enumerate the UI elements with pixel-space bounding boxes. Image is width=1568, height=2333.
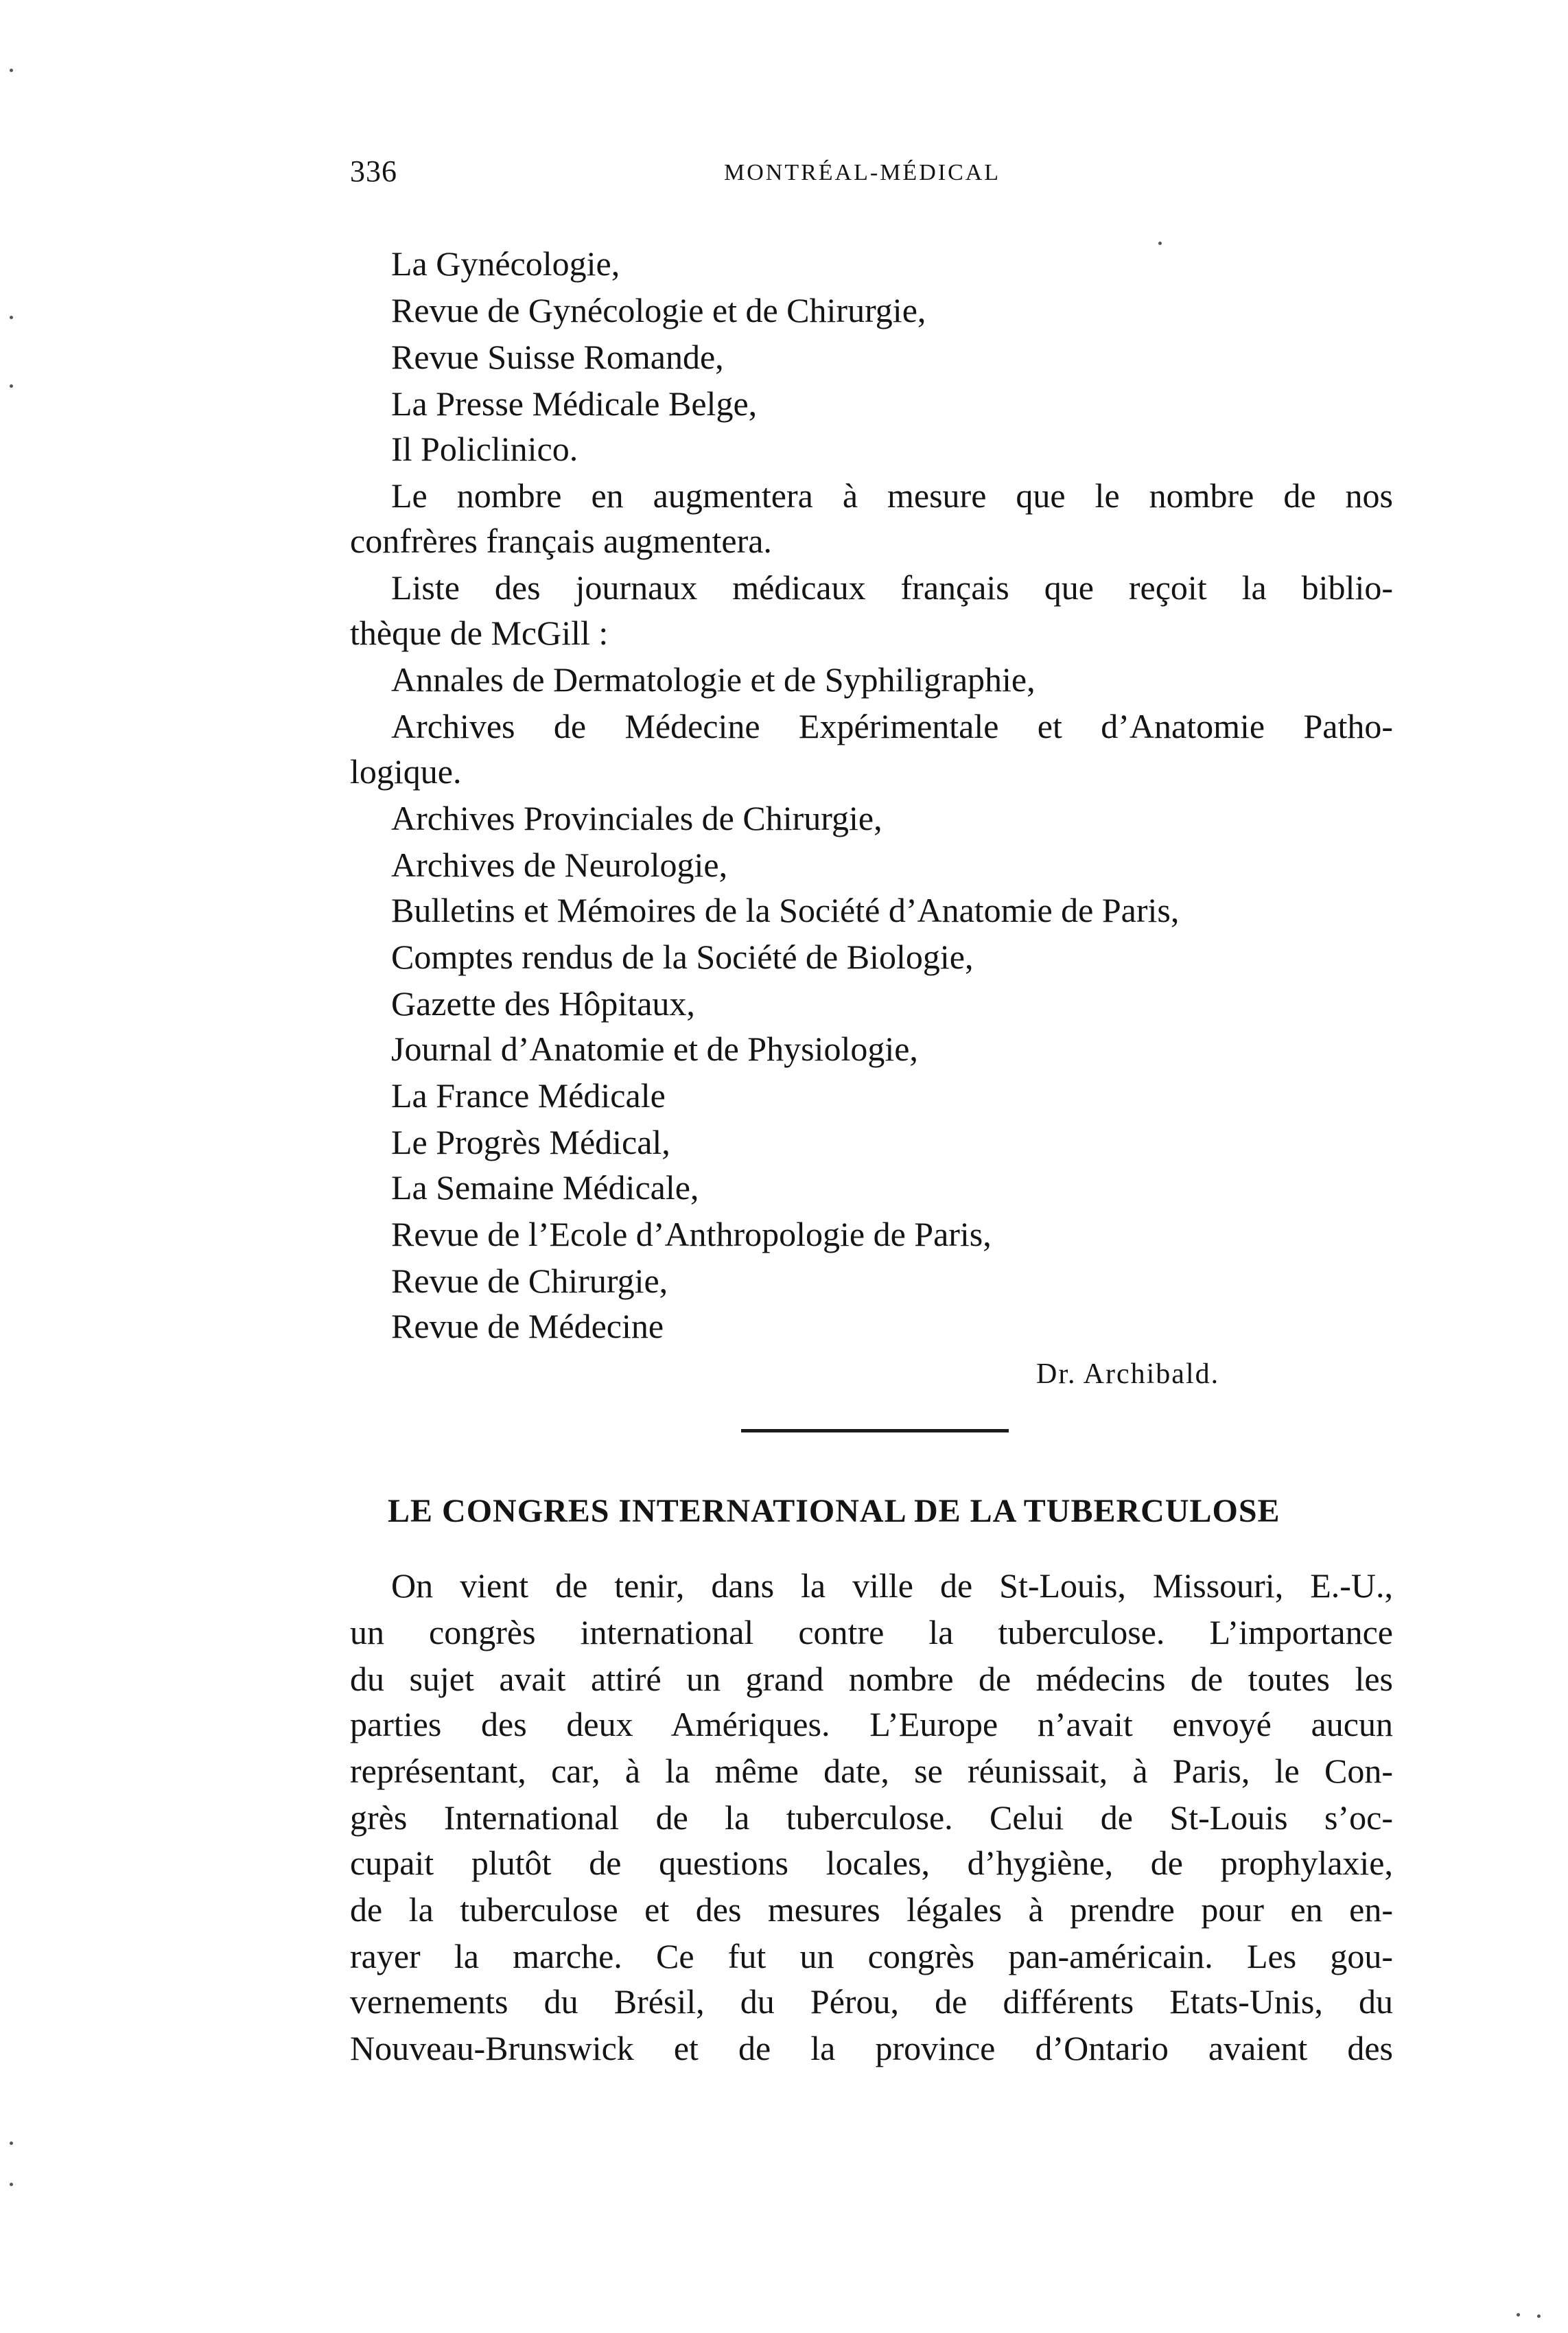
journal-item: Le Progrès Médical, — [391, 1123, 670, 1161]
article-line: grès International de la tuberculose. Celui de St-Louis s’oc- — [350, 1798, 1393, 1837]
scan-speck — [10, 69, 13, 72]
article-line: du sujet avait attiré un grand nombre de médecins de toutes les — [350, 1660, 1393, 1698]
journal-item: Archives de Médecine Expérimentale et d’Anatomie Patho- — [391, 707, 1393, 745]
journal-item: La France Médicale — [391, 1076, 666, 1115]
scan-speck — [10, 2142, 13, 2145]
journal-item: Archives de Neurologie, — [391, 846, 728, 884]
journal-item-continued: logique. — [350, 752, 462, 791]
journal-item: Revue de Médecine — [391, 1307, 664, 1345]
article-line: représentant, car, à la même date, se réunissait, à Paris, le Con- — [350, 1752, 1393, 1790]
journal-item: Revue de Chirurgie, — [391, 1262, 668, 1300]
page-header — [350, 143, 1393, 198]
journal-item: Revue de l’Ecole d’Anthropologie de Paris, — [391, 1215, 992, 1253]
section-divider — [741, 1429, 1009, 1432]
article-line: rayer la marche. Ce fut un congrès pan-américain. Les gou- — [350, 1937, 1393, 1975]
list-item: La Presse Médicale Belge, — [391, 384, 758, 423]
journal-item: Archives Provinciales de Chirurgie, — [391, 799, 882, 837]
article-line: de la tuberculose et des mesures légales à prendre pour en en- — [350, 1890, 1393, 1929]
list-item: La Gynécologie, — [391, 244, 620, 283]
journal-item: La Semaine Médicale, — [391, 1168, 699, 1207]
article-line: Nouveau-Brunswick et de la province d’Ontario avaient des — [350, 2029, 1393, 2067]
signature: Dr. Archibald. — [1036, 1358, 1220, 1390]
article-line: parties des deux Amériques. L’Europe n’avait envoyé aucun — [350, 1705, 1393, 1743]
list-item: Revue Suisse Romande, — [391, 338, 724, 376]
journal-item: Gazette des Hôpitaux, — [391, 984, 695, 1023]
paragraph-line: Liste des journaux médicaux français que reçoit la biblio- — [391, 568, 1393, 607]
journal-item: Annales de Dermatologie et de Syphiligraphie, — [391, 660, 1035, 699]
scan-speck — [10, 316, 13, 319]
list-item: Revue de Gynécologie et de Chirurgie, — [391, 291, 926, 329]
scan-speck — [10, 384, 13, 388]
paragraph-line: confrères français augmentera. — [350, 522, 772, 560]
journal-item: Bulletins et Mémoires de la Société d’Anatomie de Paris, — [391, 891, 1180, 929]
article-heading: LE CONGRES INTERNATIONAL DE LA TUBERCULOSE — [388, 1493, 1280, 1529]
running-head: MONTRÉAL-MÉDICAL — [724, 160, 1001, 185]
article-line: vernements du Brésil, du Pérou, de différents Etats-Unis, du — [350, 1982, 1393, 2021]
article-line: On vient de tenir, dans la ville de St-Louis, Missouri, E.-U., — [391, 1566, 1393, 1605]
scan-speck — [1537, 2314, 1541, 2318]
scan-speck — [1158, 242, 1162, 245]
page-number: 336 — [350, 154, 397, 188]
scan-speck — [1517, 2313, 1520, 2317]
article-line: un congrès international contre la tuberculose. L’importance — [350, 1613, 1393, 1651]
journal-item: Comptes rendus de la Société de Biologie, — [391, 938, 974, 976]
article-line: cupait plutôt de questions locales, d’hygiène, de prophylaxie, — [350, 1844, 1393, 1882]
journal-item: Journal d’Anatomie et de Physiologie, — [391, 1030, 918, 1068]
list-item: Il Policlinico. — [391, 430, 578, 468]
paragraph-line: Le nombre en augmentera à mesure que le nombre de nos — [391, 476, 1393, 515]
scan-speck — [10, 2183, 13, 2186]
paragraph-line: thèque de McGill : — [350, 614, 609, 652]
